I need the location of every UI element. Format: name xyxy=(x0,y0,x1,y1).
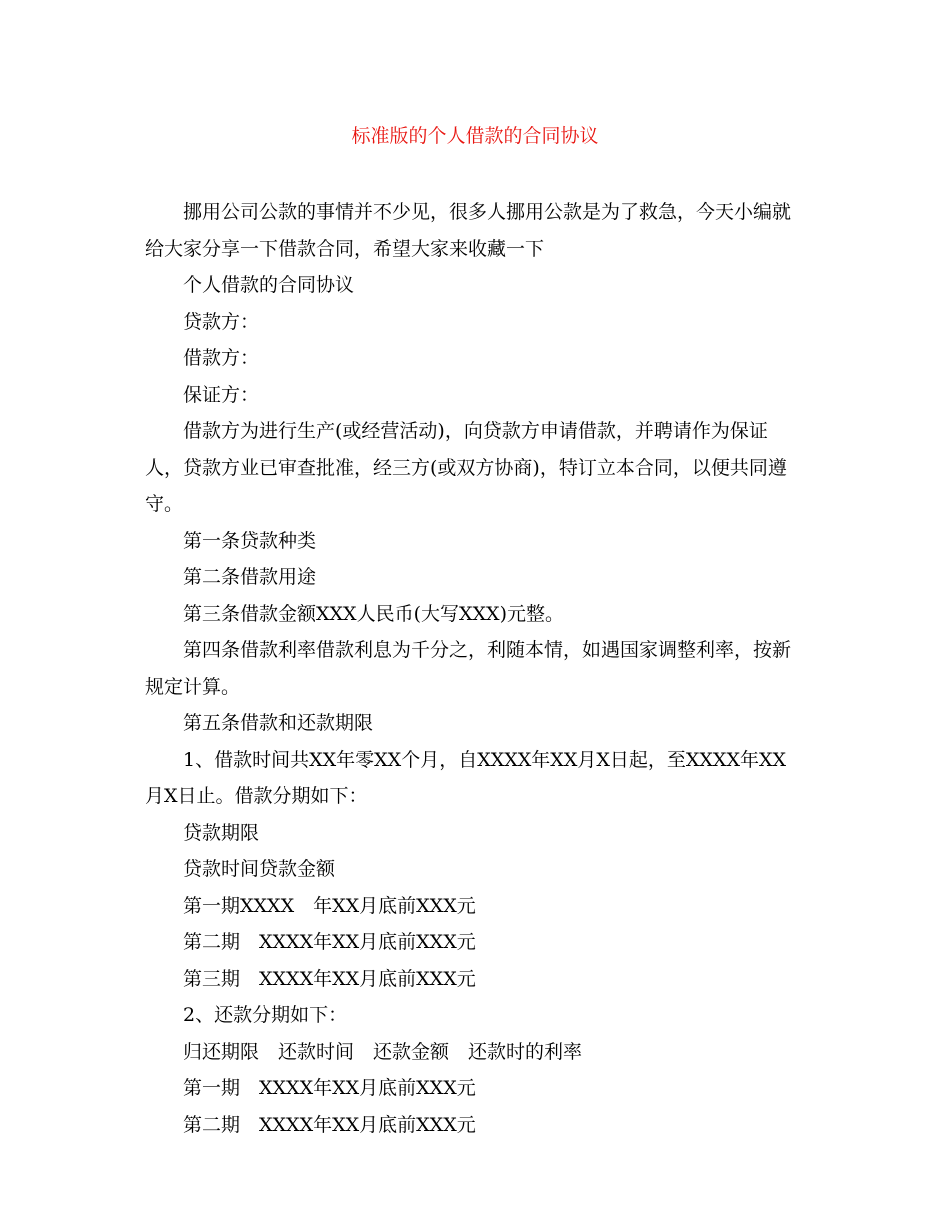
paragraph-loan-phase-3: 第三期 XXXX年XX月底前XXX元 xyxy=(183,967,476,990)
paragraph-loan-phase-2: 第二期 XXXX年XX月底前XXX元 xyxy=(183,931,476,953)
paragraph-loan-period-label: 贷款期限 xyxy=(183,821,260,844)
document-body xyxy=(145,194,805,1143)
paragraph-repayment-heading: 2、还款分期如下： xyxy=(183,1004,348,1026)
paragraph-article-3: 第三条借款金额XXX人民币(大写XXX)元整。 xyxy=(183,602,564,625)
paragraph-preamble: 借款方为进行生产(或经营活动)，向贷款方申请借款，并聘请作为保证人，贷款方业已审查批准，经三方(或双方协商)，特订立本合同，以便共同遵守。 xyxy=(145,420,787,515)
paragraph-intro: 挪用公司公款的事情并不少见，很多人挪用公款是为了救急，今天小编就给大家分享一下借款合同，希望大家来收藏一下 xyxy=(145,201,792,260)
paragraph-lender: 贷款方： xyxy=(183,310,260,333)
paragraph-article-4: 第四条借款利率借款利息为千分之，利随本情，如遇国家调整利率，按新规定计算。 xyxy=(145,639,792,698)
paragraph-article-5: 第五条借款和还款期限 xyxy=(183,712,374,734)
paragraph-loan-table-header: 贷款时间贷款金额 xyxy=(183,858,336,880)
paragraph-repayment-table-header: 归还期限 还款时间 还款金额 还款时的利率 xyxy=(183,1040,583,1063)
paragraph-repayment-phase-2: 第二期 XXXX年XX月底前XXX元 xyxy=(183,1113,476,1136)
paragraph-borrower: 借款方： xyxy=(183,347,260,369)
paragraph-guarantor: 保证方： xyxy=(183,383,260,406)
paragraph-repayment-phase-1: 第一期 XXXX年XX月底前XXX元 xyxy=(183,1077,476,1099)
document-title: 标准版的个人借款的合同协议 xyxy=(351,125,599,147)
paragraph-loan-term: 1、借款时间共XX年零XX个月，自XXXX年XX月X日起，至XXXX年XX月X日止。借款分期如下： xyxy=(145,748,787,807)
paragraph-loan-phase-1: 第一期XXXX 年XX月底前XXX元 xyxy=(183,894,476,917)
paragraph-article-1: 第一条贷款种类 xyxy=(183,529,317,552)
paragraph-contract-heading: 个人借款的合同协议 xyxy=(183,274,355,296)
paragraph-article-2: 第二条借款用途 xyxy=(183,566,317,588)
